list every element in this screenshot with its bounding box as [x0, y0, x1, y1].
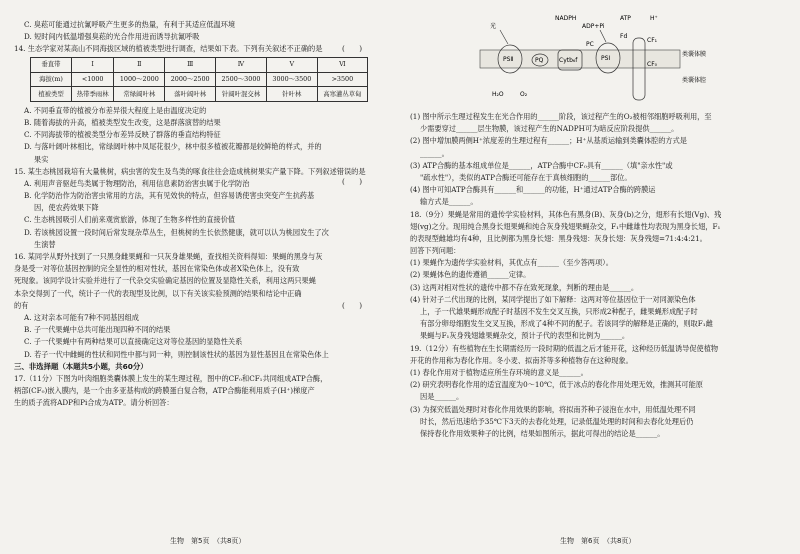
table-cell: 针叶林 — [266, 87, 317, 102]
membrane-label: 类囊体膜 — [682, 51, 707, 58]
q15-option-d: D. 若该桃园设置一段时间后常发现杂草丛生，但桃树的生长依然健康，就可以认为桃园发生了次 — [24, 227, 329, 237]
pq-label: PQ — [535, 57, 544, 64]
question-18-line: 回答下列问题： — [410, 246, 461, 256]
q15-option-b: B. 化学防治作为防治害虫常用的方法，其有见效快的特点，但容易诱使害虫突变产生抗药基 — [24, 191, 315, 201]
q16-option-d: D. 若子一代中雌蝇的性状和同性中都与同一种，则控制该性状的基因为显性基因且在常染色体上 — [24, 349, 329, 359]
table-row — [31, 72, 368, 87]
q14-option-c: C. 不同海拔带的植被类型分布差异反映了群落的垂直结构特征 — [24, 130, 221, 140]
table-cell: >3500 — [317, 72, 367, 87]
q14-option-d: D. 与落叶阔叶林相比，常绿阔叶林中凤尾花很少，林中很多植被花瓣都是较鲜艳的样式，并的 — [24, 142, 322, 152]
table-cell: 垂直带 — [31, 57, 72, 72]
answer-paren: ( ) — [342, 300, 362, 310]
q18-part-1: (1) 果蝇作为遗传学实验材料，其优点有______（至少答两项）。 — [410, 258, 613, 268]
q15-option-c: C. 生态桃园吸引人们前来观赏旅游，体现了生物多样性的直接价值 — [24, 215, 236, 225]
answer-paren: ( ) — [342, 177, 362, 187]
section-heading: 三、非选择题（本题共5小题，共60分） — [14, 361, 148, 371]
q15-option-a: A. 利用声音驱赶鸟类属于物理防治，利用信息素防治害虫属于化学防治 — [24, 178, 250, 188]
option-d: D. 短时间内低温增强臭菘的光合作用进而诱导抗氰呼吸 — [24, 32, 200, 42]
q18-part-2: (2) 果蝇体色的遗传遵循______定律。 — [410, 270, 531, 280]
page-footer-left: 生物 第5页 （共8页） — [170, 537, 246, 545]
table-cell: 高寒灌丛草甸 — [317, 87, 367, 102]
q17-part-2: (2) 图中增加膜两侧H⁺浓度差的生理过程有______；H⁺从基质运输到类囊体腔的方式是 — [410, 136, 687, 146]
q18-part-4-cont: 上，子一代雄果蝇形成配子时基因不发生交叉互换，只形成2种配子，雌果蝇形成配子时 — [420, 307, 698, 316]
question-18-line: 的表现型雌雄均有4种，且比例都为黑身长翅：黑身残翅：灰身长翅：灰身残翅=71:4:4:21。 — [410, 233, 707, 243]
h-ion-label: H⁺ — [650, 15, 658, 22]
oxygen-label: O₂ — [520, 91, 528, 98]
light-label: 光 — [490, 23, 497, 30]
question-17-line: 17.（11分）下图为叶肉细胞类囊体膜上发生的某生理过程，图中的CF₀和CF₁共同组成ATP合酶， — [14, 373, 328, 383]
q17-part-3-cont: "疏水性"），类似的ATP合酶还可能存在于真核细胞的______部位。 — [420, 172, 632, 182]
q19-part-3-cont: 时长，然后迅速给予35℃下3天的去春化处理，记录低温处理的时间和去春化处理后仍 — [420, 416, 694, 426]
q19-part-1: (1) 春化作用对于植物适应所生存环境的意义是______。 — [410, 367, 588, 377]
table-cell: Ⅴ — [266, 57, 317, 72]
table-row — [31, 57, 368, 72]
option-c: C. 臭菘可能通过抗氰呼吸产生更多的热量，有利于其适应低温环境 — [24, 20, 236, 29]
q17-part-1-cont: 少需要穿过______层生物膜，该过程产生的NADPH可为暗反应阶段提供______。 — [420, 124, 679, 134]
question-16-line: 身是受一对等位基因控制的完全显性的相对性状，基因在常染色体或者X染色体上，没有致 — [14, 264, 300, 274]
q17-part-1: (1) 图中所示生理过程发生在光合作用的______阶段，该过程产生的O₂被相邻细胞呼吸利用，至 — [410, 112, 712, 121]
cf0-label: CF₀ — [647, 61, 658, 68]
table-cell: <1000 — [72, 72, 114, 87]
q15-option-b-cont: 因，使农药效果下降 — [34, 203, 99, 213]
q14-option-b: B. 随着海拔的升高，植被类型发生改变，这是群落演替的结果 — [24, 117, 221, 127]
question-16-line: 死现象。该同学设计实验并进行了一代杂交实验确定基因的位置及显隐性关系，利用这两只果蝇 — [14, 276, 316, 286]
atp-synthase — [633, 38, 645, 100]
q17-part-4: (4) 图中可知ATP合酶具有______和______的功能，H⁺通过ATP合酶的跨膜运 — [410, 185, 656, 195]
table-cell: 2000～2500 — [165, 72, 216, 87]
table-cell: Ⅵ — [317, 57, 367, 72]
table-cell: 海拔(m) — [31, 72, 72, 87]
table-cell: 2500～3000 — [216, 72, 267, 87]
table-cell: Ⅲ — [165, 57, 216, 72]
table-cell: Ⅳ — [216, 57, 267, 72]
question-19-line: 开花的作用称为春化作用。冬小麦、拟南芥等多种植物存在这种现象。 — [410, 355, 633, 365]
table-cell: 1000～2000 — [114, 72, 165, 87]
table-row — [31, 87, 368, 102]
nadph-label: NADPH — [555, 15, 577, 22]
q17-part-3: (3) ATP合酶的基本组成单位是______，ATP合酶中CF₀具有______（填"亲水性"或 — [410, 160, 673, 170]
atp-label: ATP — [620, 15, 631, 22]
ps2-label: PSⅡ — [503, 56, 514, 63]
q17-part-2-cont: ______。 — [420, 148, 449, 158]
question-17-line: 柄部(CF₀)嵌入膜内，是一个由多亚基构成的跨膜蛋白复合物，ATP合酶能利用质子(H⁺)梯度产 — [14, 386, 315, 396]
question-15: 15. 某生态桃园栽培有大量桃树，病虫害的发生及鸟类的啄食往往会造成桃树果实产量下降。下列叙述错误的是 ( ) — [14, 166, 366, 187]
page-footer-right: 生物 第6页 （共8页） — [560, 537, 636, 545]
q18-part-4-cont: 果蝇与F₁灰身残翅雄果蝇杂交，预计子代的表型和比例为______。 — [420, 331, 630, 341]
table-cell: 常绿阔叶林 — [114, 87, 165, 102]
q14-option-a: A. 不同垂直带的植被分布差异很大程度上是由温度决定的 — [24, 105, 207, 115]
table-cell: 植被类型 — [31, 87, 72, 102]
light-arrow — [500, 30, 508, 44]
q16-option-c: C. 子一代果蝇中有两种结果可以直接确定这对等位基因的显隐性关系 — [24, 337, 243, 347]
answer-paren: ( ) — [342, 44, 362, 54]
q17-part-4-cont: 输方式是______。 — [420, 197, 478, 207]
thylakoid-diagram — [470, 8, 720, 108]
question-18-line: 翅(vg)之分。现用纯合黑身长翅果蝇和纯合灰身残翅果蝇杂交，F₁中雌雄性均表现为黑身长翅，F₁ — [410, 221, 721, 231]
q16-option-b: B. 子一代果蝇中总共可能出现四种不同的结果 — [24, 325, 171, 335]
q18-part-3: (3) 这两对相对性状的遗传中都不存在致死现象，判断的理由是______。 — [410, 282, 639, 292]
adp-pi-label: ADP+Pi — [582, 23, 605, 30]
table-cell: 热带季雨林 — [72, 87, 114, 102]
question-16-line: 的有 ( ) — [14, 300, 362, 310]
table-cell: 落叶阔叶林 — [165, 87, 216, 102]
pc-label: PC — [586, 41, 594, 48]
cf1-label: CF₁ — [647, 37, 658, 44]
question-18-line: 18.（9分）果蝇是常用的遗传学实验材料，其体色有黑身(B)、灰身(b)之分，翅形有长翅(Vg)、残 — [410, 209, 722, 219]
cytb6f-label: Cytb₆f — [559, 57, 578, 64]
table-cell: Ⅱ — [114, 57, 165, 72]
q16-option-a: A. 这对亲本可能有7种不同基因组成 — [24, 312, 139, 322]
table-cell: 针阔叶混交林 — [216, 87, 267, 102]
question-16-line: 16. 某同学从野外找到了一只黑身雌果蝇和一只灰身雄果蝇，查找相关资料得知：果蝇的黑身与灰 — [14, 252, 323, 261]
q19-part-2: (2) 研究表明春化作用的适宜温度为0～10℃，低于冰点的春化作用处理无效，推测其可能原 — [410, 380, 703, 390]
water-label: H₂O — [492, 91, 504, 98]
q19-part-3-cont: 保持春化作用效果种子的比例，结果如图所示，据此可得出的结论是______。 — [420, 428, 665, 438]
right-page — [410, 112, 790, 441]
question-14: 14. 生态学家对某高山不同海拔区域的植被类型进行调查，结果如下表。下列有关叙述不正确的是 ( ) — [14, 44, 362, 54]
table-cell: Ⅰ — [72, 57, 114, 72]
question-19-line: 19.（12分）有些植物在生长期需经历一段时期的低温之后才能开花，这种经历低温诱导促使植物 — [410, 343, 719, 353]
light-arrow — [600, 30, 606, 42]
q14-option-d-cont: 果实 — [34, 154, 49, 164]
ps1-label: PSⅠ — [601, 55, 611, 62]
vegetation-table — [30, 57, 368, 102]
q15-option-d-cont: 生演替 — [34, 239, 56, 249]
table-cell: 3000～3500 — [266, 72, 317, 87]
question-16-line: 本杂交得到了一代，统计子一代的表现型及比例，以下有关该实验预测的结果和结论中正确 — [14, 288, 302, 298]
left-page — [14, 20, 386, 410]
lumen-label: 类囊体腔 — [682, 77, 707, 84]
q18-part-4: (4) 针对子二代出现的比例，某同学提出了如下解释：这两对等位基因位于一对同源染色体 — [410, 294, 696, 304]
q19-part-2-cont: 因是______。 — [420, 392, 464, 402]
question-17-line: 生的质子流将ADP和Pi合成为ATP。请分析回答： — [14, 398, 174, 408]
fd-label: Fd — [620, 33, 628, 40]
q19-part-3: (3) 为探究低温处理时对春化作用效果的影响，将拟南芥种子浸泡在水中，用低温处理不同 — [410, 404, 696, 414]
q18-part-4-cont: 有部分卵母细胞发生交叉互换，形成了4种不同的配子。若该同学的解释是正确的，则取F₁雌 — [420, 319, 713, 329]
